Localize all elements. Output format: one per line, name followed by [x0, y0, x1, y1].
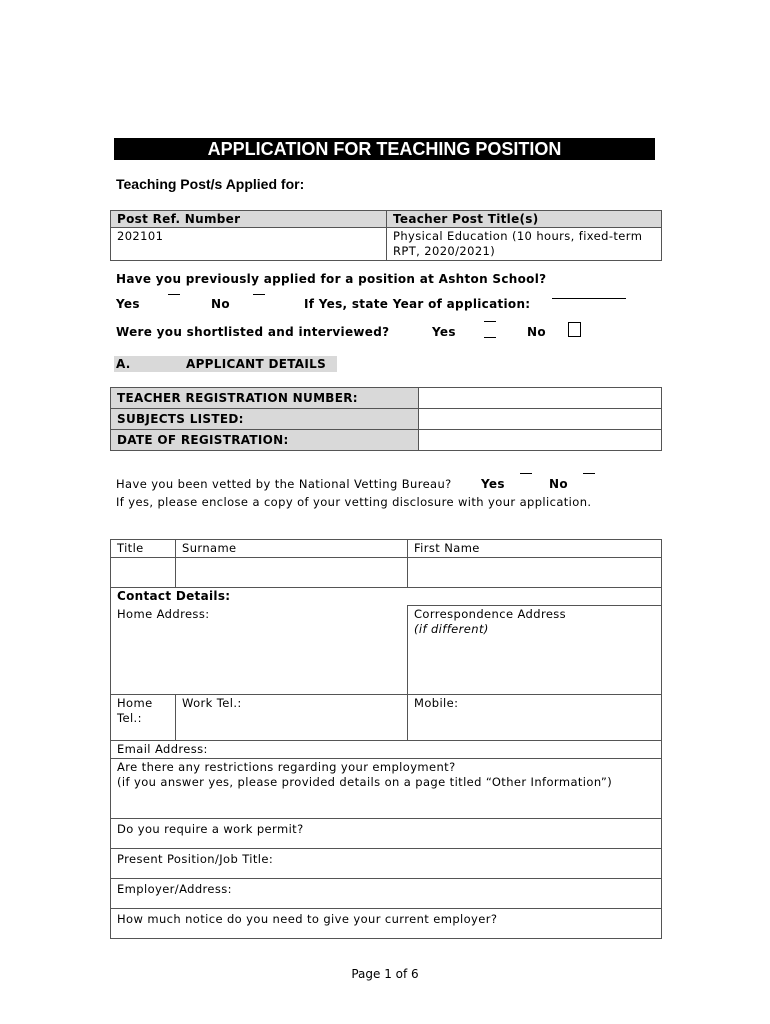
post-ref-header: Post Ref. Number: [111, 211, 387, 228]
work-tel-field[interactable]: [176, 695, 408, 741]
mobile-label: Mobile:: [414, 696, 459, 710]
vetting-no-blank[interactable]: [583, 473, 595, 474]
previous-yes-label: Yes: [116, 297, 140, 311]
teacher-registration-number-label: TEACHER REGISTRATION NUMBER:: [111, 388, 419, 409]
first-name-label: First Name: [408, 540, 662, 558]
vetting-note: If yes, please enclose a copy of your vetting disclosure with your application.: [116, 495, 592, 509]
date-of-registration-field[interactable]: [419, 430, 662, 451]
contact-details-heading: Contact Details:: [111, 588, 662, 606]
section-a-letter: A.: [116, 357, 131, 371]
title-label: Title: [111, 540, 176, 558]
surname-label: Surname: [176, 540, 408, 558]
post-title-value[interactable]: Physical Education (10 hours, fixed-term RPT, 2020/2021): [387, 228, 662, 261]
applied-for-label: Teaching Post/s Applied for:: [116, 176, 305, 192]
surname-field[interactable]: [176, 558, 408, 588]
correspondence-address-field[interactable]: [408, 606, 662, 695]
home-tel-label: Home Tel.:: [117, 696, 153, 725]
shortlisted-yes-blank-bottom[interactable]: [484, 337, 496, 338]
first-name-field[interactable]: [408, 558, 662, 588]
previous-no-label: No: [211, 297, 230, 311]
employer-label: Employer/Address:: [117, 882, 232, 896]
shortlisted-yes-label: Yes: [432, 325, 456, 339]
restrictions-question: Are there any restrictions regarding your employment?: [117, 760, 456, 774]
employer-field[interactable]: [111, 879, 662, 909]
shortlisted-no-label: No: [527, 325, 546, 339]
restrictions-note: (if you answer yes, please provided details on a page titled “Other Information”): [117, 775, 613, 789]
vetting-question: Have you been vetted by the National Vetting Bureau?: [116, 477, 452, 491]
date-of-registration-label: DATE OF REGISTRATION:: [111, 430, 419, 451]
present-position-field[interactable]: [111, 849, 662, 879]
section-a-title: APPLICANT DETAILS: [186, 357, 327, 371]
post-title-header: Teacher Post Title(s): [387, 211, 662, 228]
vetting-no-label: No: [549, 477, 568, 491]
subjects-listed-label: SUBJECTS LISTED:: [111, 409, 419, 430]
shortlisted-no-checkbox[interactable]: [568, 322, 581, 337]
shortlisted-question: Were you shortlisted and interviewed?: [116, 325, 390, 339]
post-table: [110, 210, 662, 261]
applicant-details-table: [110, 539, 662, 939]
home-address-label: Home Address:: [117, 606, 210, 621]
present-position-label: Present Position/Job Title:: [117, 852, 274, 866]
correspondence-address-label: Correspondence Address: [414, 607, 567, 621]
vetting-yes-label: Yes: [481, 477, 505, 491]
previous-no-blank[interactable]: [253, 294, 265, 295]
form-title: APPLICATION FOR TEACHING POSITION: [114, 138, 655, 160]
notice-field[interactable]: [111, 909, 662, 939]
work-permit-label: Do you require a work permit?: [117, 822, 304, 836]
registration-table: [110, 387, 662, 451]
notice-label: How much notice do you need to give your current employer?: [117, 912, 498, 926]
year-of-application-label: If Yes, state Year of application:: [304, 297, 531, 311]
email-label: Email Address:: [117, 742, 208, 756]
work-tel-label: Work Tel.:: [182, 696, 242, 710]
vetting-yes-blank[interactable]: [520, 473, 532, 474]
shortlisted-yes-blank-top[interactable]: [484, 321, 496, 322]
mobile-field[interactable]: [408, 695, 662, 741]
home-tel-field[interactable]: [111, 695, 176, 741]
work-permit-field[interactable]: [111, 819, 662, 849]
home-address-field[interactable]: [111, 606, 408, 695]
if-different-note: (if different): [414, 622, 489, 636]
section-a-heading: [114, 356, 337, 372]
previously-applied-question: Have you previously applied for a position at Ashton School?: [116, 272, 547, 286]
teacher-registration-number-field[interactable]: [419, 388, 662, 409]
year-of-application-field[interactable]: [552, 298, 626, 299]
email-field[interactable]: [111, 741, 662, 759]
page-number: Page 1 of 6: [351, 967, 419, 981]
title-field[interactable]: [111, 558, 176, 588]
subjects-listed-field[interactable]: [419, 409, 662, 430]
post-ref-value[interactable]: 202101: [111, 228, 387, 261]
previous-yes-blank[interactable]: [168, 294, 180, 295]
restrictions-field[interactable]: [111, 759, 662, 819]
